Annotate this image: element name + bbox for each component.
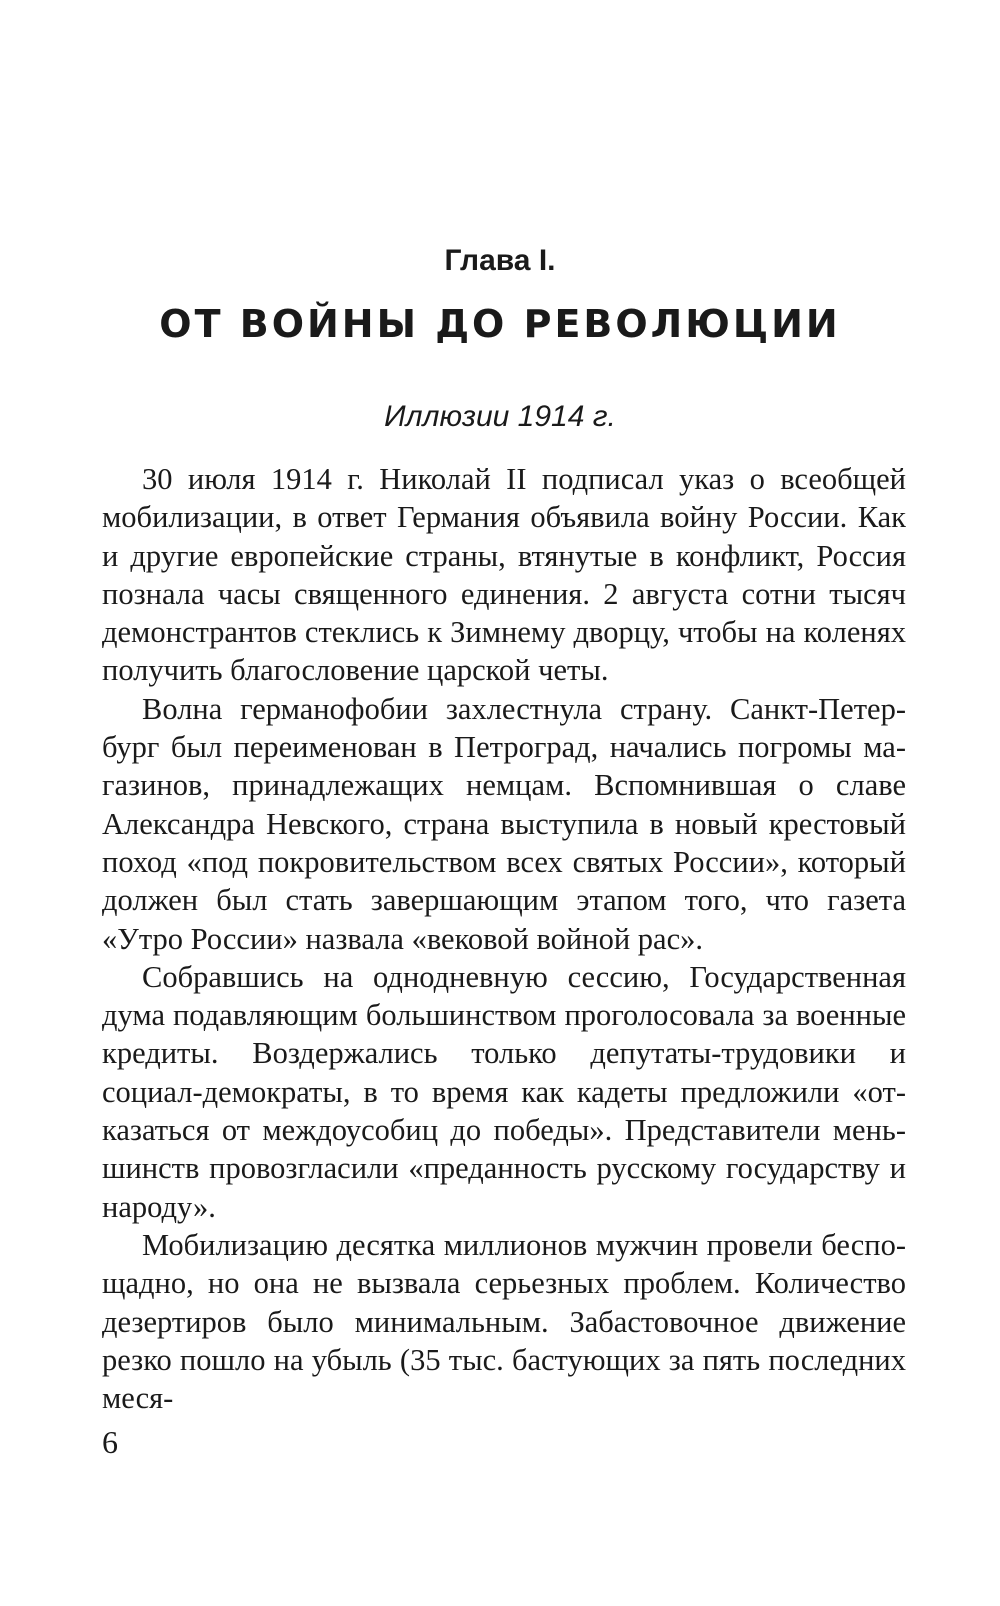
paragraph-2: Волна германофобии захлестнула страну. Санкт-Петербург был переименован в Петроград, начались погромы магазинов, принадлежащих немцам. Вспомнившая о славе Александра Невского, страна выступила в новый крестовый поход «под покровительством всех святых России», который должен был стать завершающим этапом того, что газета «Утро России» назвала «вековой войной рас». bbox=[102, 691, 906, 956]
paragraph-3: Собравшись на однодневную сессию, Государственная дума подавляющим большинством проголосовала за военные кредиты. Воздержались только депутаты-трудовики и социал-демократы, в то время как кадеты предложили «отказаться от междоусобиц до победы». Представители меньшинств провозгласили «преданность русскому государству и народу». bbox=[102, 959, 906, 1224]
body-text bbox=[102, 460, 906, 1417]
section-title: Иллюзии 1914 г. bbox=[384, 400, 616, 433]
chapter-label: Глава I. bbox=[444, 244, 556, 277]
paragraph-1: 30 июля 1914 г. Николай II подписал указ о всеобщей мобилизации, в ответ Германия объявила войну России. Как и другие европейские страны, втянутые в конфликт, Россия познала часы священного единения. 2 августа сотни тысяч демонстрантов стеклись к Зимнему дворцу, чтобы на коленях получить благословение царской четы. bbox=[102, 462, 906, 688]
paragraph-4: Мобилизацию десятка миллионов мужчин провели беспощадно, но она не вызвала серьезных проблем. Количество дезертиров было минимальным. Забастовочное движение резко пошло на убыль (35 тыс. бастующих за пять последних меся- bbox=[102, 1227, 906, 1416]
chapter-title: ОТ ВОЙНЫ ДО РЕВОЛЮЦИИ bbox=[159, 302, 841, 346]
page-number: 6 bbox=[102, 1424, 118, 1460]
